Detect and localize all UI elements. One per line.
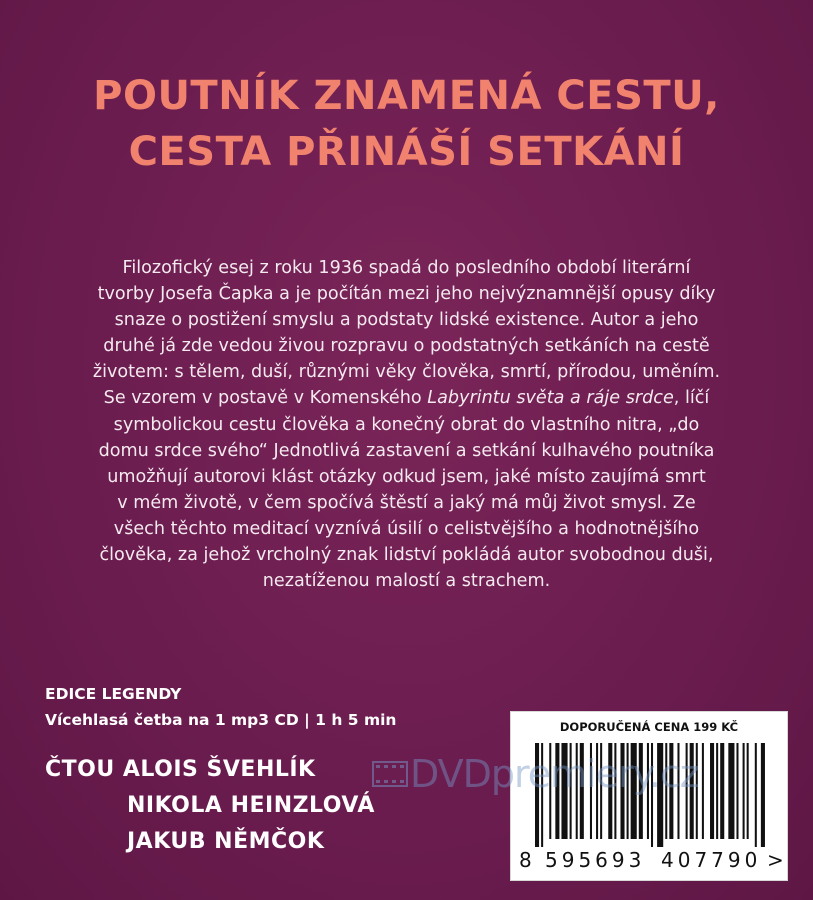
readers-prefix: ČTOU bbox=[45, 757, 115, 782]
edition-info bbox=[45, 681, 396, 733]
barcode-bar bbox=[736, 743, 738, 839]
description-line: druhé já zde vedou živou rozpravu o podstatných setkáních na cestě bbox=[103, 336, 710, 357]
recommended-price: DOPORUČENÁ CENA 199 KČ bbox=[559, 720, 739, 734]
reader-line-1 bbox=[45, 752, 375, 788]
barcode-bar bbox=[755, 743, 757, 847]
ean-right-group: 407790 bbox=[661, 848, 762, 872]
ean-left-group: 595693 bbox=[545, 848, 646, 872]
description-line: v mém životě, v čem spočívá štěstí a jaký má můj život smysl. Ze bbox=[117, 492, 696, 513]
watermark-site: premiery.cz bbox=[490, 752, 699, 796]
description-line: člověka, za jehož vrcholný znak lidství pokládá autor svobodnou duši, bbox=[99, 545, 714, 566]
barcode-bar bbox=[728, 743, 734, 839]
description-text: , líčí bbox=[673, 388, 710, 409]
reader-name: ALOIS ŠVEHLÍK bbox=[122, 757, 316, 782]
headline bbox=[0, 68, 813, 180]
reader-name: JAKUB NĚMČOK bbox=[127, 829, 325, 854]
description-line: umožňují autorovi klást otázky odkud jsem, jaké místo zaujímá smrt bbox=[107, 466, 706, 487]
watermark-dvd: DVD bbox=[410, 752, 491, 796]
description-line: všech těchto meditací vyznívá úsilí o celistvějšího a hodnotnějšího bbox=[113, 518, 700, 539]
description-line: tvorby Josefa Čapka a je počítán mezi jeho nejvýznamnější opusy díky bbox=[97, 284, 716, 305]
edition-name: EDICE LEGENDY bbox=[45, 685, 182, 703]
readers-list bbox=[45, 752, 375, 860]
description-text: Se vzorem v postavě v Komenského bbox=[103, 388, 428, 409]
watermark bbox=[372, 752, 699, 796]
barcode-bar bbox=[761, 743, 765, 847]
barcode-bar bbox=[702, 743, 704, 839]
edition-format: Vícehlasá četba na 1 mp3 CD | 1 h 5 min bbox=[45, 711, 397, 729]
headline-line-1: POUTNÍK ZNAMENÁ CESTU, bbox=[93, 73, 720, 119]
barcode-bar bbox=[710, 743, 714, 839]
film-strip-icon bbox=[372, 759, 408, 789]
description-line: životem: s tělem, duší, různými věky člověka, smrtí, přírodou, uměním. bbox=[92, 362, 721, 383]
ean-first-digit: 8 bbox=[519, 848, 532, 872]
description-line: snaze o postižení smyslu a podstaty lidské existence. Autor a jeho bbox=[114, 310, 699, 331]
barcode-bar bbox=[743, 743, 745, 839]
description-paragraph bbox=[30, 255, 783, 594]
headline-line-2: CESTA PŘINÁŠÍ SETKÁNÍ bbox=[128, 129, 685, 175]
reader-name: NIKOLA HEINZLOVÁ bbox=[127, 793, 375, 818]
book-title-italic: Labyrintu světa a ráje srdce bbox=[427, 388, 674, 409]
description-line bbox=[30, 385, 783, 411]
description-line: Filozofický esej z roku 1936 spadá do posledního období literární bbox=[122, 258, 691, 278]
barcode-bar bbox=[747, 743, 749, 839]
barcode-bar bbox=[720, 743, 724, 839]
barcode-bar bbox=[716, 743, 718, 839]
ean-arrow: > bbox=[767, 848, 784, 872]
description-line: domu srdce svého“ Jednotlivá zastavení a setkání kulhavého poutníka bbox=[98, 440, 715, 461]
description-line: nezatíženou malostí a strachem. bbox=[262, 571, 551, 592]
price-barcode-sticker bbox=[510, 711, 788, 881]
description-line: symbolickou cestu člověka a konečný obrat do vlastního nitra, „do bbox=[113, 414, 700, 435]
